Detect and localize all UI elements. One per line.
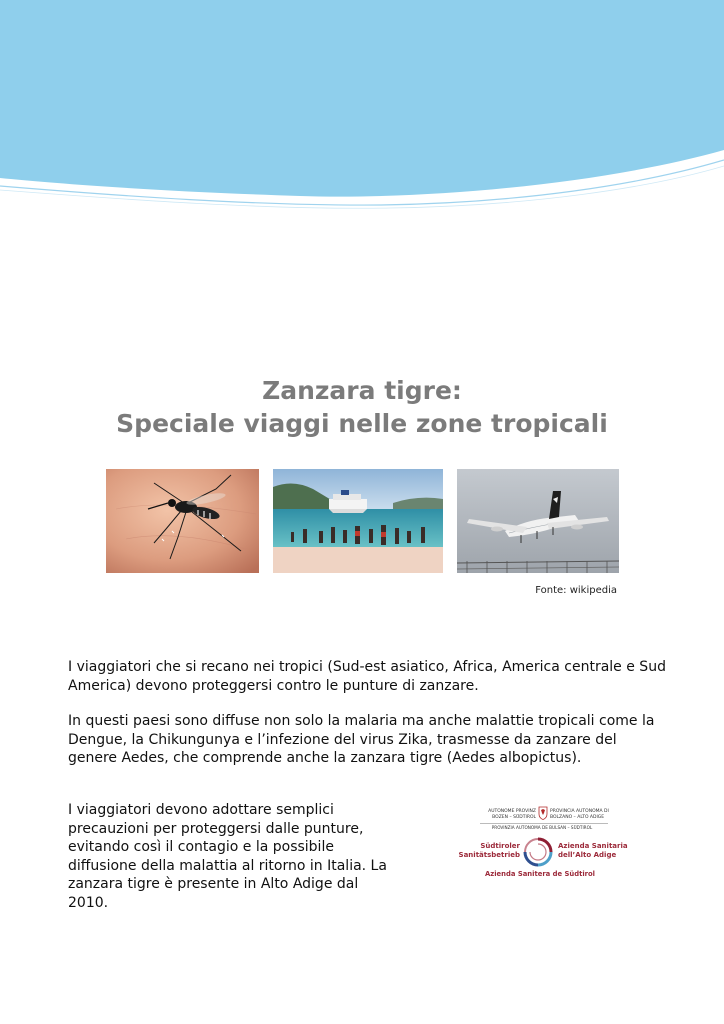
health-authority-logo bbox=[458, 804, 630, 884]
paragraph-intro: I viaggiatori che si recano nei tropici (Sud-est asiatico, Africa, America centrale e Sud America) devono proteggersi contro le punture di zanzare. bbox=[68, 659, 666, 694]
title-line-1: Zanzara tigre: bbox=[262, 376, 462, 405]
health-name-de: Südtiroler Sanitätsbetrieb bbox=[458, 842, 520, 859]
health-name-it: Azienda Sanitaria dell’Alto Adige bbox=[558, 842, 628, 859]
province-name-lad: PROVINZIA AUTONOMA DE BULSAN – SÜDTIROL bbox=[491, 825, 593, 830]
title-line-2: Speciale viaggi nelle zone tropicali bbox=[116, 409, 608, 438]
province-name-it: PROVINCIA AUTONOMA DI BOLZANO – ALTO ADIGE bbox=[550, 809, 609, 820]
eagle-coat-of-arms-icon bbox=[538, 806, 548, 820]
paragraph-precautions: I viaggiatori devono adottare semplici precauzioni per proteggersi dalle punture, evitando così il contagio e la possibile diffusione della malattia al ritorno in Italia. La zanzara tigre è presente in Alto Adige dal 2010. bbox=[68, 802, 387, 911]
ring-logo-icon bbox=[522, 836, 554, 868]
page-title bbox=[0, 374, 724, 440]
header-wave-band bbox=[0, 0, 724, 215]
health-name-lad: Azienda Sanitera de Südtirol bbox=[485, 870, 595, 878]
mosquito-photo bbox=[106, 469, 259, 573]
province-name-de: AUTONOME PROVINZ BOZEN – SÜDTIROL bbox=[488, 809, 536, 820]
divider bbox=[480, 823, 608, 824]
airplane-photo bbox=[457, 469, 619, 573]
paragraph-diseases: In questi paesi sono diffuse non solo la malaria ma anche malattie tropicali come la Dengue, la Chikungunya e l’infezione del virus Zika, trasmesse da zanzare del genere Aedes, che comprende anche la zanzara tigre (Aedes albopictus). bbox=[68, 713, 655, 766]
image-source-credit: Fonte: wikipedia bbox=[535, 585, 617, 596]
beach-photo bbox=[273, 469, 443, 573]
